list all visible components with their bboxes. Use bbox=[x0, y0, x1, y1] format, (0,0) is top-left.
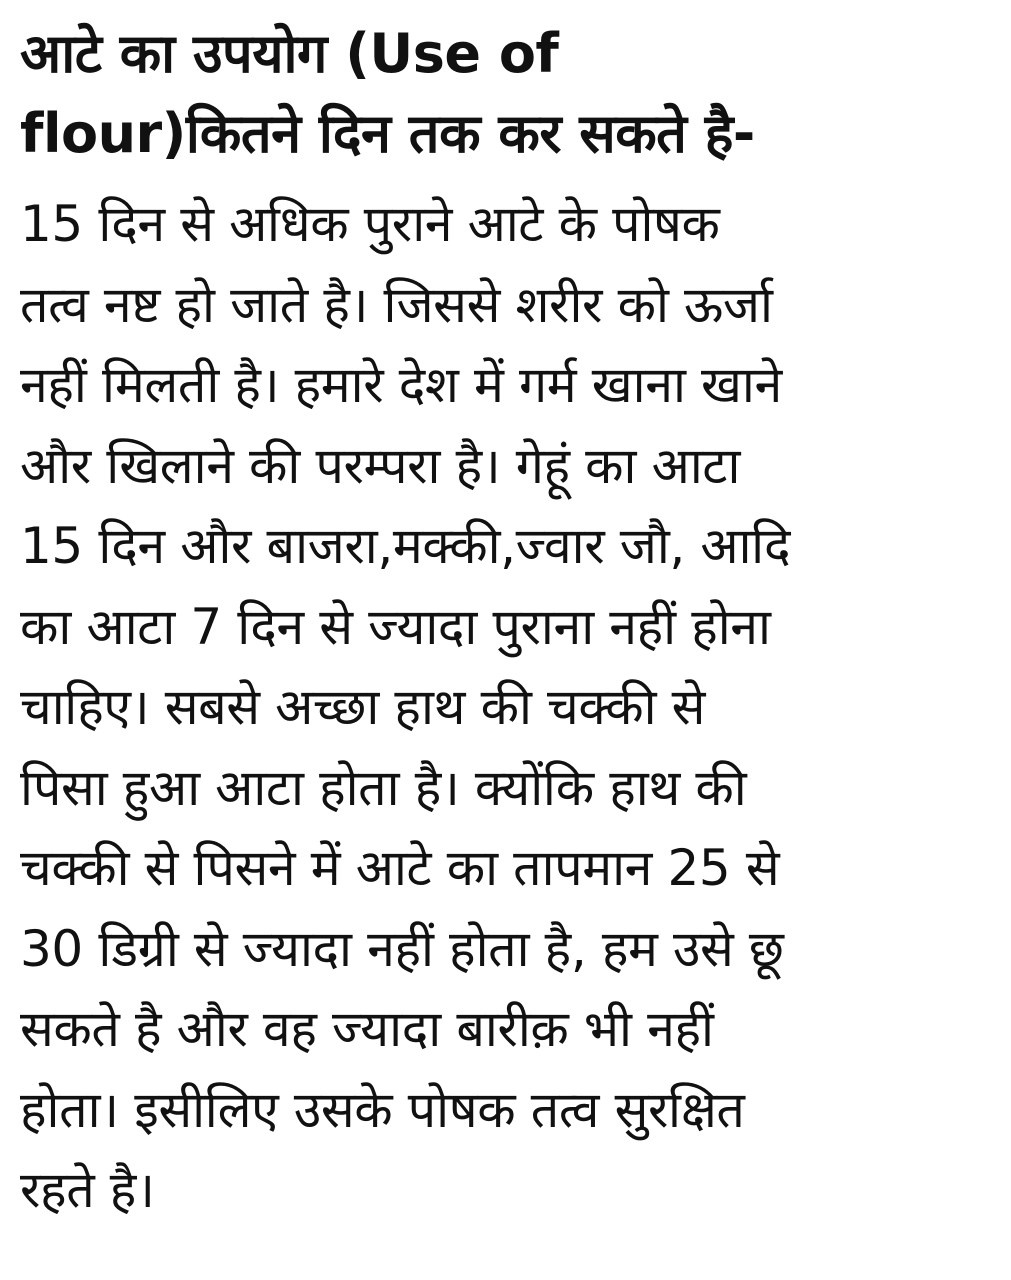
body-line: सकते है और वह ज्यादा बारीक़ भी नहीं bbox=[20, 1000, 714, 1058]
body-line: का आटा 7 दिन से ज्यादा पुराना नहीं होना bbox=[20, 597, 771, 656]
body-line: 15 दिन और बाजरा,मक्की,ज्वार जौ, आदि bbox=[20, 517, 791, 575]
body-line: रहते है। bbox=[20, 1161, 155, 1219]
title-line: flour)कितने दिन तक कर सकते है- bbox=[20, 102, 755, 165]
body-line: 15 दिन से अधिक पुराने आटे के पोषक bbox=[20, 195, 720, 253]
article bbox=[20, 14, 1000, 1231]
body-line: 30 डिग्री से ज्यादा नहीं होता है, हम उसे छू bbox=[20, 919, 784, 978]
body-line: नहीं मिलती है। हमारे देश में गर्म खाना खाने bbox=[20, 356, 782, 414]
body-line: चक्की से पिसने में आटे का तापमान 25 से bbox=[20, 839, 780, 897]
body-line: तत्व नष्ट हो जाते है। जिससे शरीर को ऊर्जा bbox=[20, 275, 773, 334]
article-title bbox=[20, 14, 1000, 174]
article-body bbox=[20, 184, 1000, 1231]
body-line: चाहिए। सबसे अच्छा हाथ की चक्की से bbox=[20, 678, 706, 736]
body-line: होता। इसीलिए उसके पोषक तत्व सुरक्षित bbox=[20, 1080, 745, 1139]
title-line: आटे का उपयोग (Use of bbox=[20, 22, 559, 85]
body-line: पिसा हुआ आटा होता है। क्योंकि हाथ की bbox=[20, 758, 747, 817]
body-line: और खिलाने की परम्परा है। गेहूं का आटा bbox=[20, 436, 741, 495]
